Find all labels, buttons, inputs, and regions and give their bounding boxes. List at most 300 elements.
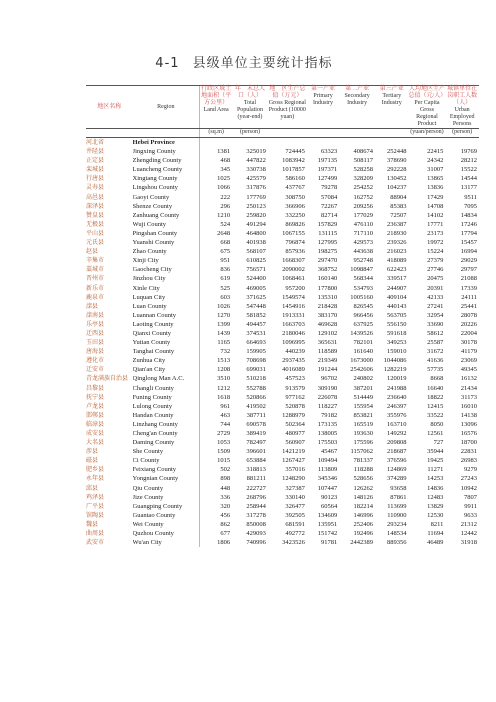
cell-value: 17246: [460, 220, 477, 228]
cell-value: 2090002: [282, 266, 305, 274]
region-name-cn: 鹿泉市: [86, 293, 105, 301]
cell-value: 1015: [200, 456, 232, 465]
cell-value: 440239: [285, 348, 305, 356]
cell-value: 13096: [460, 420, 477, 428]
table-row: [86, 211, 479, 220]
cell-value: 22831: [460, 448, 477, 456]
cell-value: 1053: [200, 438, 232, 447]
cell-value: 437767: [285, 184, 305, 192]
table-row: [86, 238, 479, 247]
region-name-cn: 广平县: [86, 502, 105, 510]
cell-value: 339517: [387, 275, 407, 283]
cell-value: 1439: [200, 329, 232, 338]
region-name-cn: 无极县: [86, 220, 105, 228]
cell-value: 9911: [464, 502, 477, 510]
table-row: [86, 484, 479, 493]
cell-value: 11271: [427, 466, 444, 474]
region-name-en: Luan County: [132, 302, 167, 310]
cell-value: 457523: [285, 375, 305, 383]
province-row: [86, 138, 479, 148]
table-row: [86, 183, 479, 192]
cell-value: 448: [200, 484, 232, 493]
unit-employed: (person): [445, 129, 479, 138]
cell-value: 113809: [318, 466, 338, 474]
region-name-en: Shenze County: [132, 202, 173, 210]
region-name-en: Wu'an City: [132, 539, 162, 547]
region-name-cn: 藁城市: [86, 266, 105, 274]
cell-value: 23069: [460, 357, 477, 365]
cell-value: 425579: [246, 175, 266, 183]
cell-value: 20475: [427, 275, 444, 283]
cell-value: 374531: [246, 329, 266, 337]
region-name-cn: 临漳县: [86, 420, 105, 428]
cell-value: 869826: [285, 220, 305, 228]
cell-value: 45467: [321, 448, 338, 456]
cell-value: 603: [200, 293, 232, 302]
cell-value: [409, 138, 446, 148]
cell-value: 175596: [353, 439, 373, 447]
cell-value: 72267: [321, 202, 338, 210]
cell-value: 376596: [387, 457, 407, 465]
cell-value: 252448: [387, 148, 407, 156]
cell-value: 24111: [461, 293, 477, 301]
cell-value: 21312: [460, 520, 477, 528]
region-name-cn: 河北省: [86, 139, 105, 146]
table-row: [86, 420, 479, 429]
cell-value: 1663703: [282, 320, 305, 328]
table-header: [86, 86, 479, 138]
cell-value: 31918: [460, 539, 477, 547]
cell-value: [232, 138, 268, 148]
cell-value: 677: [200, 529, 232, 538]
region-name-en: Ci County: [132, 457, 160, 465]
cell-value: 724445: [285, 148, 305, 156]
cell-value: 796874: [285, 239, 305, 247]
cell-value: 469005: [246, 284, 266, 292]
table-row: [86, 529, 479, 538]
region-name-en: Cheng'an County: [132, 430, 178, 437]
cell-value: 355976: [387, 411, 407, 419]
cell-value: 254252: [353, 184, 373, 192]
cell-value: 21088: [460, 275, 477, 283]
region-name-cn: 涉县: [86, 448, 99, 456]
cell-value: 1421219: [282, 448, 305, 456]
region-name-cn: 晋州市: [86, 275, 105, 283]
cell-value: 1005160: [350, 293, 373, 301]
cell-value: 591618: [387, 329, 407, 337]
cell-value: 19425: [427, 457, 444, 465]
cell-value: 961: [200, 402, 232, 411]
region-name-cn: 乐亭县: [86, 320, 105, 328]
cell-value: 163710: [387, 420, 407, 428]
table-row: [86, 329, 479, 338]
cell-value: 317278: [246, 511, 266, 519]
cell-value: 977162: [285, 393, 305, 401]
cell-value: 317876: [246, 184, 266, 192]
cell-value: 236640: [387, 393, 407, 401]
cell-value: 1549574: [282, 293, 305, 301]
region-name-cn: 高邑县: [86, 193, 105, 201]
table-row: [86, 465, 479, 474]
table-row: [86, 474, 479, 483]
region-name-en: Yongnian County: [132, 475, 179, 483]
unit-per-capita: (yuan/person): [409, 129, 446, 138]
cell-value: 218930: [387, 229, 407, 237]
cell-value: 332250: [285, 211, 305, 219]
region-name-en: Hebei Province: [132, 139, 175, 146]
cell-value: 14253: [427, 475, 444, 483]
cell-value: 1098847: [350, 266, 373, 274]
cell-value: 429093: [246, 530, 266, 538]
cell-value: 177769: [246, 193, 266, 201]
cell-value: 408674: [353, 148, 373, 156]
cell-value: 556150: [387, 320, 407, 328]
cell-value: 12561: [427, 430, 444, 437]
cell-value: 12530: [427, 511, 444, 519]
table-row: [86, 147, 479, 156]
cell-value: 72507: [390, 211, 407, 219]
region-name-cn: 灵寿县: [86, 184, 105, 192]
cell-value: 79182: [321, 411, 338, 419]
cell-value: 619: [200, 274, 232, 283]
cell-value: 27241: [427, 302, 444, 310]
cell-value: 1067155: [282, 229, 305, 237]
cell-value: 387711: [246, 411, 266, 419]
cell-value: 25441: [460, 302, 477, 310]
region-name-en: Qianxi County: [132, 329, 172, 337]
cell-value: 104237: [387, 184, 407, 192]
region-name-en: Laoting County: [132, 320, 174, 328]
cell-value: 7095: [464, 202, 477, 210]
unit-land-area: (sq.m): [200, 129, 232, 138]
cell-value: 118288: [353, 466, 373, 474]
region-name-en: Xingtang County: [132, 175, 178, 183]
cell-value: 8050: [430, 420, 444, 428]
cell-value: 14138: [460, 411, 477, 419]
cell-value: 135310: [317, 293, 338, 301]
cell-value: 16640: [427, 384, 444, 392]
cell-value: 456: [200, 511, 232, 520]
cell-value: 250123: [246, 202, 266, 210]
cell-value: 198275: [317, 248, 338, 256]
cell-value: 1270: [200, 311, 232, 320]
table-row: [86, 311, 479, 320]
cell-value: 568107: [246, 248, 266, 256]
cell-value: 637925: [353, 320, 373, 328]
cell-value: 12442: [460, 530, 477, 538]
cell-value: 175503: [317, 439, 338, 447]
region-name-cn: 迁西县: [86, 329, 105, 337]
table-row: [86, 338, 479, 347]
region-name-cn: 成安县: [86, 430, 105, 437]
cell-value: 1668307: [282, 257, 305, 265]
cell-value: 1381: [200, 147, 232, 156]
cell-value: 383170: [317, 311, 338, 319]
region-name-cn: 磁县: [86, 457, 99, 465]
cell-value: 520866: [246, 393, 266, 401]
table-row: [86, 520, 479, 529]
cell-value: 320: [200, 502, 232, 511]
cell-value: 881211: [246, 475, 266, 483]
cell-value: 463: [200, 411, 232, 420]
cell-value: 345: [200, 165, 232, 174]
cell-value: 197135: [317, 157, 338, 165]
cell-value: 409104: [387, 293, 407, 301]
region-name-en: Jinzhou City: [132, 275, 166, 283]
cell-value: 443638: [353, 248, 373, 256]
header-secondary: 第二产业 Secondary Industry: [339, 86, 375, 129]
cell-value: 547448: [246, 302, 266, 310]
table-row: [86, 411, 479, 420]
cell-value: 197371: [317, 166, 338, 174]
cell-value: 781337: [353, 457, 373, 465]
region-name-cn: 迁安市: [86, 366, 105, 374]
region-name-cn: 辛集市: [86, 257, 105, 265]
cell-value: 330140: [285, 493, 305, 501]
region-name-en: Qian'an City: [132, 366, 166, 374]
cell-value: 177029: [353, 211, 373, 219]
cell-value: 146996: [353, 511, 373, 519]
cell-value: 951: [200, 256, 232, 265]
cell-value: 16010: [460, 402, 477, 410]
cell-value: 957200: [285, 284, 305, 292]
cell-value: 913579: [285, 384, 305, 392]
cell-value: 173135: [317, 420, 338, 428]
cell-value: 209808: [387, 439, 407, 447]
region-name-en: Lingshou County: [132, 184, 178, 192]
table-row: [86, 447, 479, 456]
cell-value: 31173: [460, 393, 477, 401]
table-row: [86, 538, 479, 547]
table-body: [86, 138, 479, 548]
cell-value: 392505: [285, 511, 305, 519]
region-name-en: Gaocheng City: [132, 266, 172, 274]
cell-value: 699031: [246, 366, 266, 374]
region-name-cn: 肥乡县: [86, 466, 105, 474]
table-title: 县级单位主要统计指标: [192, 56, 333, 71]
cell-value: 330738: [246, 166, 266, 174]
region-name-en: Wuji County: [132, 220, 167, 228]
region-name-cn: 永年县: [86, 475, 105, 483]
region-name-cn: 栾城县: [86, 166, 105, 174]
cell-value: 118227: [318, 402, 338, 410]
cell-value: 8211: [430, 520, 444, 528]
cell-value: 1454916: [282, 302, 305, 310]
cell-value: 15522: [460, 166, 477, 174]
header-population: 年 末总人口（人） Total Population (year-end): [232, 86, 268, 129]
cell-value: 836: [200, 265, 232, 274]
cell-value: 25587: [427, 339, 444, 347]
region-name-en: Qiu County: [132, 484, 164, 492]
cell-value: 219349: [317, 357, 338, 365]
cell-value: 258944: [246, 502, 266, 510]
cell-value: 1913331: [282, 311, 305, 319]
cell-value: 296: [200, 202, 232, 211]
cell-value: 35944: [427, 448, 444, 456]
cell-value: 149292: [387, 430, 407, 437]
table-row: [86, 384, 479, 393]
cell-value: 1248290: [282, 475, 305, 483]
cell-value: 389419: [246, 430, 266, 437]
cell-value: 93658: [390, 484, 407, 492]
cell-value: 349253: [387, 339, 407, 347]
cell-value: 368752: [317, 266, 338, 274]
region-name-en: Daming County: [132, 439, 175, 447]
cell-value: 60564: [321, 502, 338, 510]
cell-value: 226078: [317, 393, 338, 401]
cell-value: 9279: [464, 466, 477, 474]
cell-value: 1068461: [282, 275, 305, 283]
cell-value: 13177: [460, 184, 477, 192]
cell-value: 30178: [460, 339, 477, 347]
cell-value: 292228: [387, 166, 407, 174]
cell-value: [268, 138, 307, 148]
cell-value: 236387: [387, 220, 407, 228]
region-name-cn: 唐海县: [86, 348, 105, 356]
region-name-en: Wei County: [132, 520, 164, 528]
cell-value: 90123: [321, 493, 338, 501]
cell-value: 756571: [246, 266, 266, 274]
cell-value: 82714: [321, 211, 338, 219]
units-row: [86, 129, 479, 138]
cell-value: 110900: [387, 511, 407, 519]
cell-value: 157829: [317, 220, 338, 228]
cell-value: 782101: [353, 339, 373, 347]
unit-population: (person): [232, 129, 268, 138]
cell-value: 41636: [427, 357, 444, 365]
cell-value: 20226: [460, 320, 477, 328]
cell-value: 418089: [387, 257, 407, 265]
cell-value: 491294: [246, 220, 266, 228]
cell-value: 862: [200, 520, 232, 529]
cell-value: 161640: [353, 348, 373, 356]
cell-value: 42133: [427, 293, 444, 301]
cell-value: 1439526: [350, 329, 373, 337]
cell-value: 239326: [387, 239, 407, 247]
cell-value: 218428: [317, 302, 338, 310]
cell-value: 581852: [246, 311, 266, 319]
cell-value: 28078: [460, 311, 477, 319]
cell-value: 387201: [353, 384, 373, 392]
cell-value: 1212: [200, 384, 232, 393]
cell-value: 468: [200, 156, 232, 165]
cell-value: 534793: [353, 284, 373, 292]
cell-value: 520878: [285, 402, 305, 410]
cell-value: 15457: [460, 239, 477, 247]
cell-value: 148126: [353, 493, 373, 501]
table-number: 4-1: [155, 56, 180, 71]
cell-value: 653884: [246, 457, 266, 465]
region-name-cn: 行唐县: [86, 175, 105, 183]
cell-value: 1513: [200, 356, 232, 365]
cell-value: 568344: [353, 275, 373, 283]
cell-value: 22415: [427, 148, 444, 156]
region-name-en: Funing County: [132, 393, 172, 401]
cell-value: 552788: [246, 384, 266, 392]
cell-value: 2937435: [282, 357, 305, 365]
cell-value: 525: [200, 284, 232, 293]
cell-value: 502: [200, 465, 232, 474]
region-name-en: Xinle City: [132, 284, 160, 292]
region-name-en: Guangping County: [132, 502, 183, 510]
cell-value: 85383: [390, 202, 407, 210]
cell-value: 732: [200, 347, 232, 356]
cell-value: 13865: [427, 175, 444, 183]
cell-value: 345346: [317, 475, 338, 483]
cell-value: 63323: [321, 148, 338, 156]
table-row: [86, 265, 479, 274]
cell-value: [307, 138, 339, 148]
header-row: [86, 86, 479, 129]
cell-value: 49345: [460, 366, 477, 374]
region-name-cn: 赞皇县: [86, 211, 105, 219]
region-name-en: Jize County: [132, 493, 164, 501]
cell-value: 29797: [460, 266, 477, 274]
header-per-capita: 人均地区生产总值（元/人） Per Capita Gross Regional Product: [408, 86, 447, 127]
cell-value: 31672: [427, 348, 444, 356]
cell-value: 14102: [427, 211, 444, 219]
cell-value: 259820: [246, 211, 266, 219]
cell-value: 336: [200, 493, 232, 502]
cell-value: 22004: [460, 329, 477, 337]
cell-value: 1025: [200, 174, 232, 183]
cell-value: 853821: [353, 411, 373, 419]
table-row: [86, 156, 479, 165]
region-name-cn: 深泽县: [86, 202, 105, 210]
cell-value: 744: [200, 420, 232, 429]
cell-value: 508117: [353, 157, 373, 165]
cell-value: 11694: [427, 530, 444, 538]
cell-value: 1399: [200, 320, 232, 329]
table-row: [86, 456, 479, 465]
region-name-cn: 赵县: [86, 248, 99, 256]
stats-table: [86, 85, 479, 547]
region-name-en: Lulong County: [132, 402, 173, 410]
table-row: [86, 320, 479, 329]
cell-value: 378690: [387, 157, 407, 165]
cell-value: 2648: [200, 229, 232, 238]
cell-value: 107447: [317, 484, 338, 492]
region-name-cn: 玉田县: [86, 339, 105, 347]
cell-value: 528258: [353, 166, 373, 174]
cell-value: 1673000: [350, 357, 373, 365]
cell-value: 328209: [353, 175, 373, 183]
cell-value: 502364: [285, 420, 305, 428]
region-name-en: Handan County: [132, 411, 174, 419]
region-name-cn: 抚宁县: [86, 393, 105, 401]
header-region-cn: 地区名称: [86, 86, 133, 129]
cell-value: 440143: [387, 302, 407, 310]
cell-value: 118589: [318, 348, 338, 356]
cell-value: 850008: [246, 520, 266, 528]
cell-value: [200, 138, 232, 148]
table-row: [86, 402, 479, 411]
region-name-en: Luancheng County: [132, 166, 183, 174]
cell-value: 464800: [246, 229, 266, 237]
cell-value: 401938: [246, 239, 266, 247]
region-name-cn: 武安市: [86, 539, 105, 547]
cell-value: 293234: [387, 520, 407, 528]
table-row: [86, 356, 479, 365]
cell-value: 138005: [317, 430, 338, 437]
table-row: [86, 229, 479, 238]
cell-value: 1267427: [282, 457, 305, 465]
cell-value: 209256: [353, 202, 373, 210]
cell-value: 17771: [427, 220, 444, 228]
stats-table-wrap: [86, 85, 479, 547]
region-name-en: Changli County: [132, 384, 174, 392]
cell-value: 476110: [353, 220, 373, 228]
